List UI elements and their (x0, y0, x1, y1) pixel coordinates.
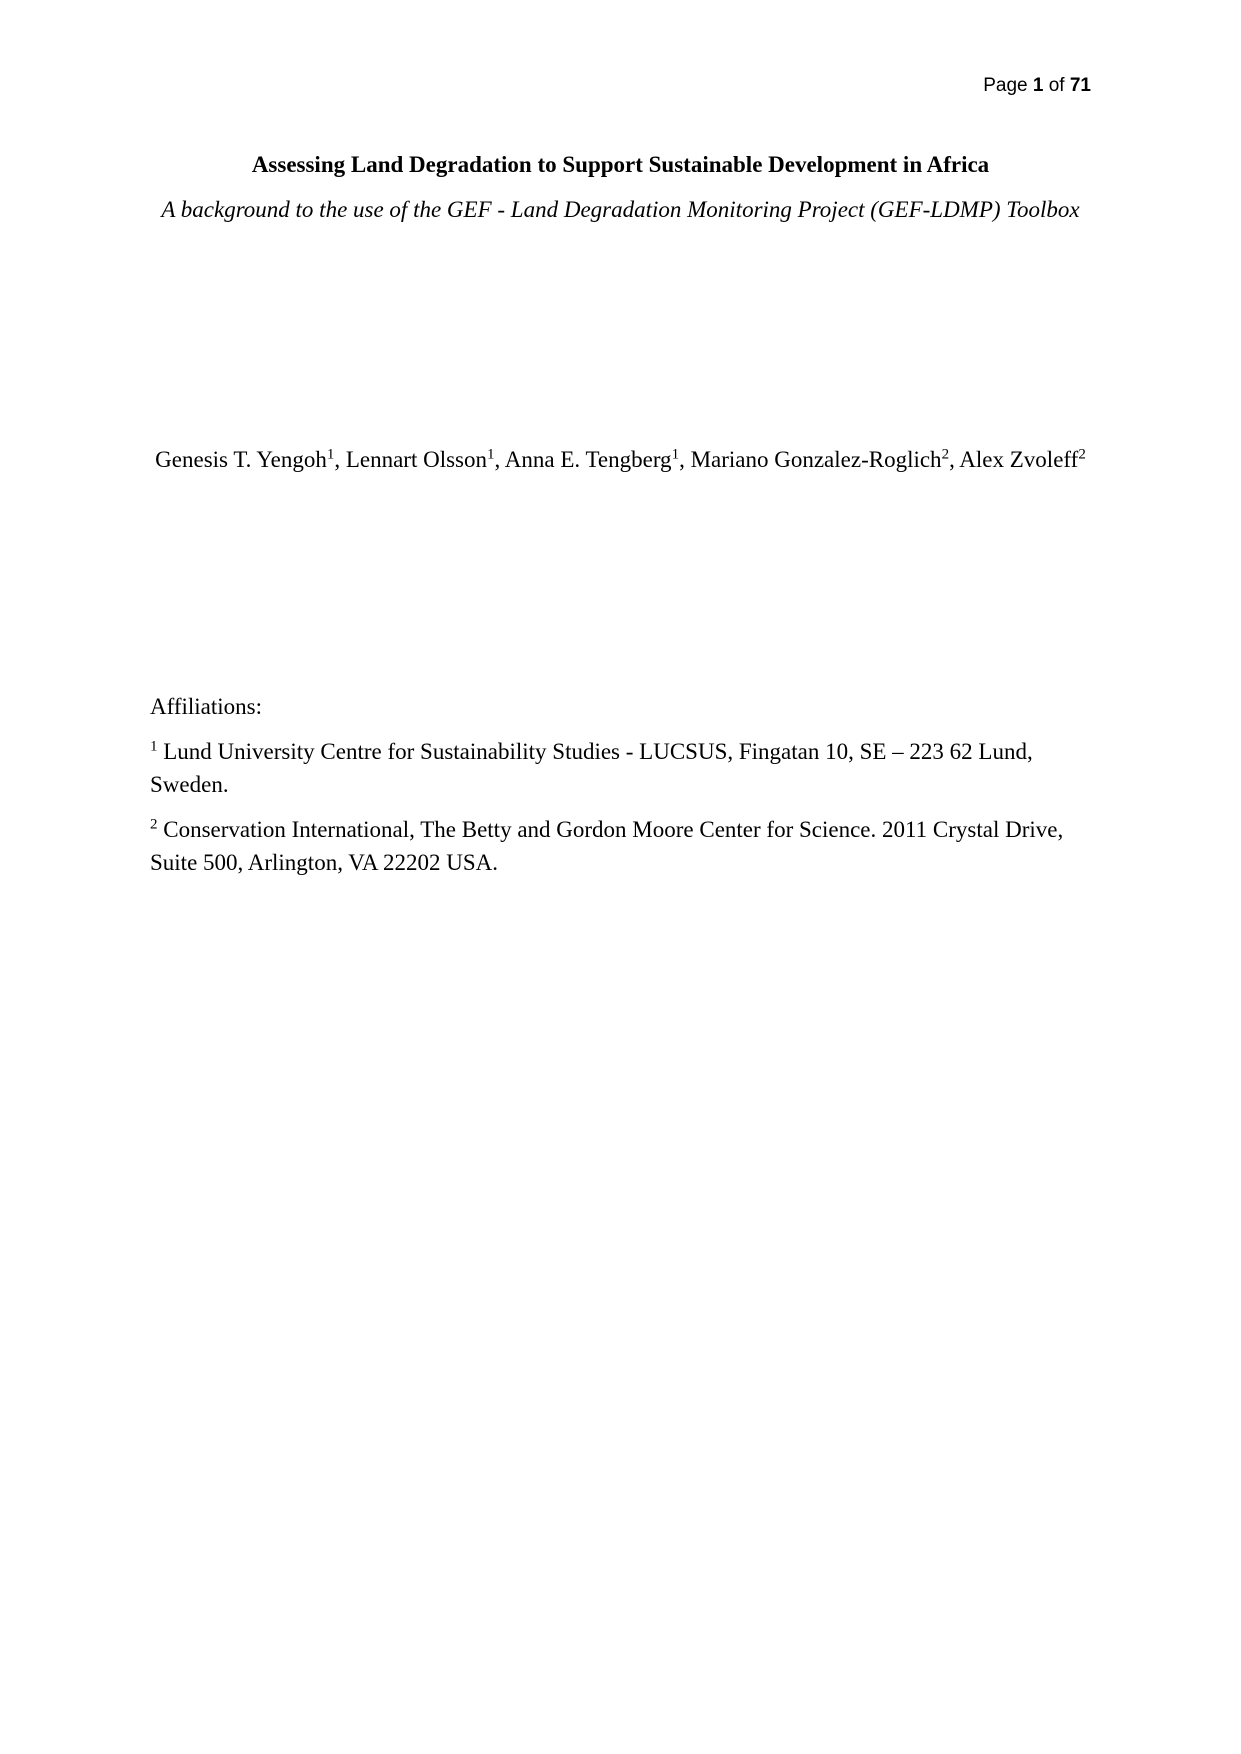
page-separator: of (1048, 75, 1065, 96)
author-name: Alex Zvoleff (959, 447, 1079, 472)
author-affiliation-marker: 1 (326, 446, 335, 463)
paper-subtitle: A background to the use of the GEF - Land Degradation Monitoring Project (GEF-LDMP) Toolbox (161, 197, 1080, 222)
author-name: Lennart Olsson (345, 447, 488, 472)
affiliations-section (150, 690, 1091, 891)
affiliation-text: Conservation International, The Betty and Gordon Moore Center for Science. 2011 Crystal Drive, Suite 500, Arlington, VA 22202 USA. (150, 817, 1064, 875)
affiliation-marker: 1 (150, 738, 158, 755)
affiliation-marker: 2 (150, 816, 158, 833)
author-affiliation-marker: 1 (671, 446, 680, 463)
author-list: Genesis T. Yengoh$^1$, Lennart Olsson$^1$, Anna E. Tengberg$^1$, Mariano Gonzalez-Roglich$^2$, Alex Zvoleff$^2$ (155, 446, 1086, 472)
affiliation-item (150, 735, 1091, 801)
page-current: 1 (1032, 75, 1044, 96)
page-prefix: Page (983, 75, 1028, 96)
author-name: Mariano Gonzalez-Roglich (690, 447, 942, 472)
author-name: Anna E. Tengberg (504, 447, 672, 472)
affiliation-item (150, 813, 1091, 879)
author-name: Genesis T. Yengoh (155, 447, 327, 472)
author-affiliation-marker: 1 (487, 446, 495, 463)
affiliations-heading: Affiliations: (150, 694, 263, 719)
affiliation-text: Lund University Centre for Sustainability Studies - LUCSUS, Fingatan 10, SE – 223 62 Lund, Sweden. (150, 739, 1033, 797)
author-affiliation-marker: 2 (941, 446, 950, 463)
page-total: 71 (1069, 75, 1091, 96)
paper-title: Assessing Land Degradation to Support Sustainable Development in Africa (251, 152, 990, 177)
author-affiliation-marker: 2 (1078, 446, 1086, 463)
page-number (983, 74, 1091, 98)
